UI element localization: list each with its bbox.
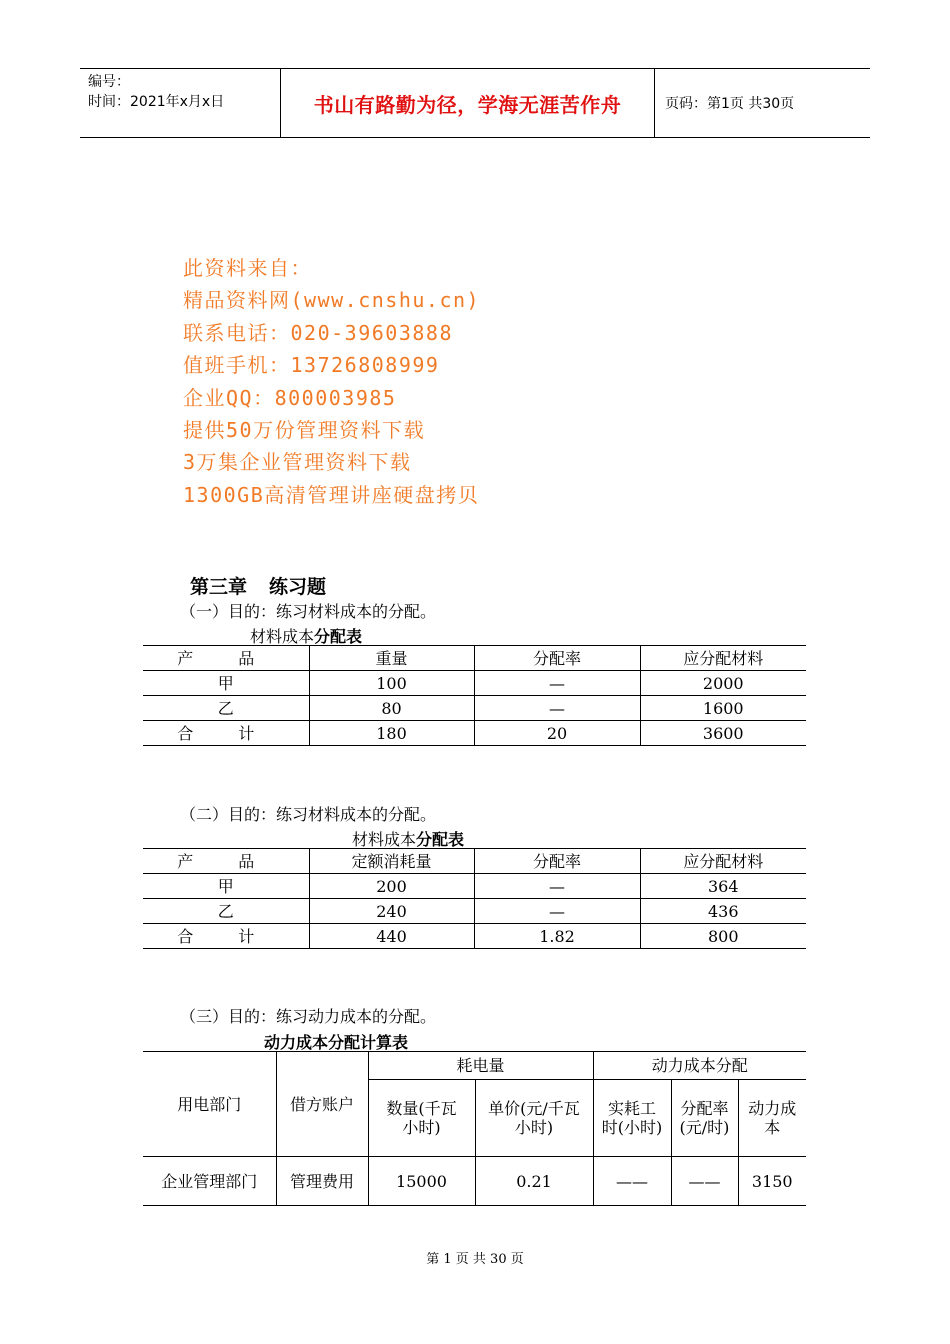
header-cell: 应分配材料 (640, 849, 806, 874)
section2-caption (352, 827, 464, 850)
time-label: 时间：2021年x月x日 (88, 94, 225, 110)
table-cell: 180 (309, 721, 474, 746)
caption-plain: 材料成本 (250, 627, 315, 646)
table-cell: 甲 (143, 671, 309, 696)
header-cell: 分配率 (474, 646, 640, 671)
table-header-row (143, 849, 806, 874)
table-cell: 2000 (640, 671, 806, 696)
header-cell: 动力成本分配 (593, 1052, 806, 1080)
table-row (143, 696, 806, 721)
chapter-number: 第三章 (190, 576, 248, 598)
table-cell: 乙 (143, 899, 309, 924)
table-cell: 合 计 (143, 721, 309, 746)
page-header (80, 68, 870, 138)
header-meta (80, 69, 281, 137)
table-cell: — (474, 696, 640, 721)
number-label: 编号： (88, 74, 130, 90)
table-cell: 20 (474, 721, 640, 746)
table-header-row (143, 646, 806, 671)
caption-plain: 材料成本 (352, 830, 417, 849)
section3-caption (264, 1030, 408, 1053)
table-row (143, 899, 806, 924)
table-cell: 1600 (640, 696, 806, 721)
table-cell: — (474, 671, 640, 696)
table-row (143, 874, 806, 899)
table-cell: 3600 (640, 721, 806, 746)
table-cell: 合 计 (143, 924, 309, 949)
header-cell: 产 品 (143, 646, 309, 671)
table-cell: 管理费用 (276, 1157, 368, 1206)
caption-bold: 动力成本分配计算表 (264, 1033, 409, 1052)
table-header-row (143, 1052, 806, 1080)
header-cell: 重量 (309, 646, 474, 671)
material-table-2 (143, 848, 806, 949)
table-row (143, 721, 806, 746)
table-cell: 甲 (143, 874, 309, 899)
table-cell: 436 (640, 899, 806, 924)
table-cell: 3150 (738, 1157, 806, 1206)
table-cell: 15000 (368, 1157, 475, 1206)
source-line: 精品资料网(www.cnshu.cn) (183, 288, 481, 313)
source-line: 3万集企业管理资料下载 (183, 450, 412, 475)
header-cell: 用电部门 (143, 1052, 276, 1157)
source-line: 值班手机：13726808999 (183, 353, 440, 378)
header-cell: 借方账户 (276, 1052, 368, 1157)
table-cell: 440 (309, 924, 474, 949)
power-cost-table (143, 1051, 806, 1206)
table-cell: 乙 (143, 696, 309, 721)
table-row (143, 671, 806, 696)
table-row (143, 1157, 806, 1206)
header-cell: 分配率 (474, 849, 640, 874)
table-cell: —— (593, 1157, 671, 1206)
section1-caption (250, 624, 362, 647)
table-row (143, 924, 806, 949)
table-cell: — (474, 899, 640, 924)
header-cell: 分配率(元/时) (671, 1080, 738, 1157)
source-line: 1300GB高清管理讲座硬盘拷贝 (183, 482, 480, 507)
caption-bold: 分配表 (416, 830, 465, 849)
source-line: 提供50万份管理资料下载 (183, 418, 426, 443)
section2-heading: （二）目的：练习材料成本的分配。 (180, 805, 437, 824)
chapter-name: 练习题 (269, 576, 327, 598)
chapter-title (190, 572, 326, 599)
source-line: 此资料来自： (183, 256, 312, 280)
header-cell: 数量(千瓦小时) (368, 1080, 475, 1157)
material-table-1 (143, 645, 806, 746)
section3-heading: （三）目的：练习动力成本的分配。 (180, 1007, 437, 1026)
table-cell: 80 (309, 696, 474, 721)
table-cell: 364 (640, 874, 806, 899)
table-cell: 200 (309, 874, 474, 899)
table-cell: 企业管理部门 (143, 1157, 276, 1206)
source-notice (183, 252, 480, 511)
header-cell: 动力成本 (738, 1080, 806, 1157)
source-line: 联系电话：020-39603888 (183, 320, 453, 345)
table-cell: 1.82 (474, 924, 640, 949)
table-cell: — (474, 874, 640, 899)
header-cell: 产 品 (143, 849, 309, 874)
table-cell: 800 (640, 924, 806, 949)
table-cell: —— (671, 1157, 738, 1206)
header-cell: 耗电量 (368, 1052, 593, 1080)
caption-bold: 分配表 (314, 627, 363, 646)
header-motto: 书山有路勤为径，学海无涯苦作舟 (281, 69, 655, 137)
section1-heading: （一）目的：练习材料成本的分配。 (180, 602, 437, 621)
table-cell: 0.21 (475, 1157, 593, 1206)
header-cell: 定额消耗量 (309, 849, 474, 874)
page-footer: 第 1 页 共 30 页 (426, 1252, 524, 1267)
header-cell: 应分配材料 (640, 646, 806, 671)
header-page-info: 页码：第1页 共30页 (665, 96, 795, 112)
header-cell: 单价(元/千瓦小时) (475, 1080, 593, 1157)
source-line: 企业QQ：800003985 (183, 385, 397, 410)
table-cell: 100 (309, 671, 474, 696)
table-cell: 240 (309, 899, 474, 924)
header-cell: 实耗工时(小时) (593, 1080, 671, 1157)
